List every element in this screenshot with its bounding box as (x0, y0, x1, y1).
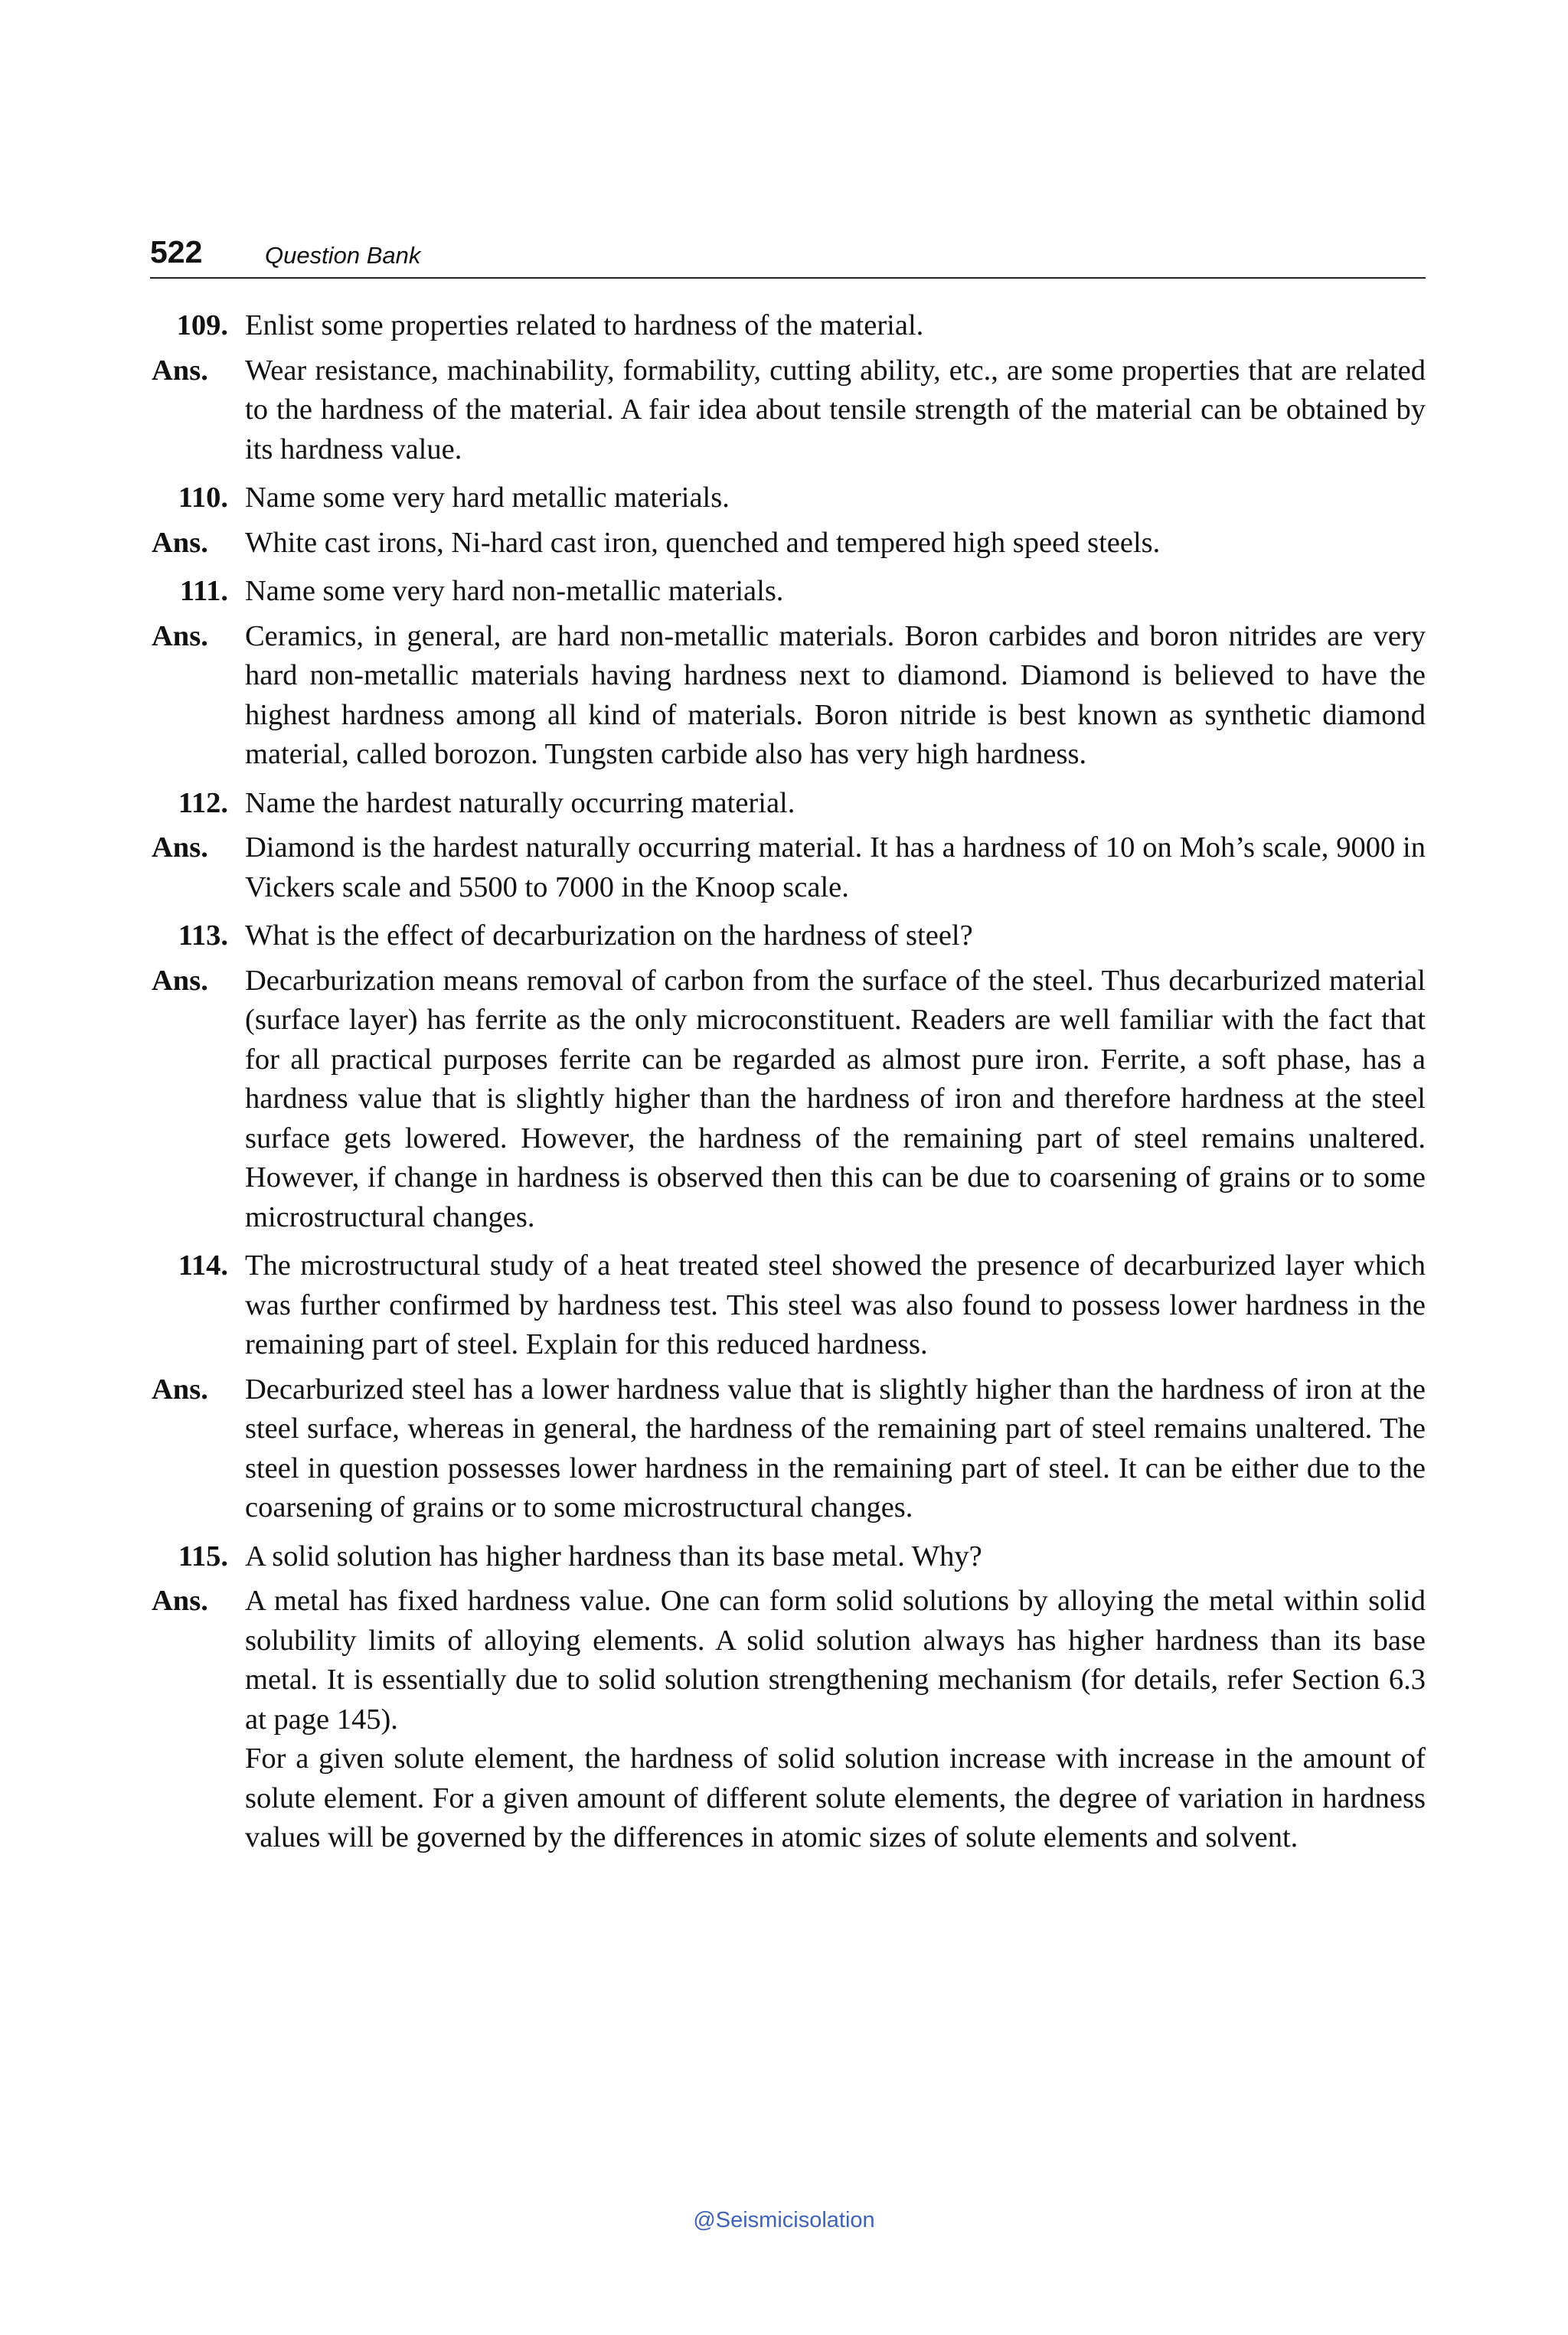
question-text: Name the hardest naturally occurring material. (245, 786, 795, 819)
question-text: Name some very hard metallic materials. (245, 482, 730, 514)
answer-text (245, 617, 1426, 775)
question-number: 115. (178, 1540, 228, 1572)
question-text: What is the effect of decarburization on the hardness of steel? (245, 919, 973, 952)
watermark-text: @Seismicisolation (693, 2208, 875, 2232)
page-number: 522 (150, 234, 203, 269)
answer-item (150, 617, 1426, 775)
question-number: 110. (178, 482, 228, 514)
question-text: A solid solution has higher hardness than its base metal. Why? (245, 1540, 982, 1572)
question-item (150, 1537, 1426, 1577)
question-number: 113. (178, 919, 228, 952)
question-text: Enlist some properties related to hardness of the material. (245, 309, 924, 341)
answer-paragraph: Ceramics, in general, are hard non-metallic materials. Boron carbides and boron nitrides are very hard non-metallic materials having hardness next to diamond. Diamond is believed to have the highest hardness among all kind of materials. Boron nitride is best known as synthetic diamond material, called borozon. Tungsten carbide also has very high hardness. (245, 619, 1426, 770)
answer-label: Ans. (152, 831, 208, 864)
answer-label: Ans. (152, 619, 208, 652)
question-item (150, 478, 1426, 518)
answer-paragraph: Wear resistance, machinability, formability, cutting ability, etc., are some properties that are related to the hardness of the material. A fair idea about tensile strength of the material can be obtained by its hardness value. (245, 354, 1426, 465)
answer-paragraph: Decarburized steel has a lower hardness value that is slightly higher than the hardness of iron at the steel surface, whereas in general, the hardness of the remaining part of steel remains unaltered. The steel in question possesses lower hardness in the remaining part of steel. It can be either due to the coarsening of grains or to some microstructural changes. (245, 1373, 1426, 1523)
question-number: 109. (176, 309, 228, 341)
answer-item (150, 524, 1426, 563)
question-item (150, 572, 1426, 612)
answer-item (150, 351, 1426, 470)
answer-item (150, 828, 1426, 907)
question-item (150, 306, 1426, 346)
answer-paragraph: Decarburization means removal of carbon from the surface of the steel. Thus decarburized material (surface layer) has ferrite as the only microconstituent. Readers are well familiar with the fact that for all practical purposes ferrite can be regarded as almost pure iron. Ferrite, a soft phase, has a hardness value that is slightly higher than the hardness of iron and therefore hardness at the steel surface gets lowered. However, the hardness of the remaining part of steel remains unaltered. However, if change in hardness is observed then this can be due to coarsening of grains or to some microstructural changes. (245, 964, 1426, 1233)
question-number: 112. (178, 786, 228, 819)
question-text: The microstructural study of a heat treated steel showed the presence of decarburized layer which was further confirmed by hardness test. This steel was also found to possess lower hardness in the remaining part of steel. Explain for this reduced hardness. (245, 1249, 1426, 1360)
answer-label: Ans. (152, 964, 208, 997)
answer-paragraph: For a given solute element, the hardness of solid solution increase with increase in the amount of solute element. For a given amount of different solute elements, the degree of variation in hardness values will be governed by the differences in atomic sizes of solute elements and solvent. (245, 1742, 1426, 1853)
answer-paragraph: A metal has fixed hardness value. One can form solid solutions by alloying the metal within solid solubility limits of alloying elements. A solid solution always has higher hardness than its base metal. It is essentially due to solid solution strengthening mechanism (for details, refer Section 6.3 at page 145). (245, 1585, 1426, 1736)
answer-text (245, 962, 1426, 1238)
question-text: Name some very hard non-metallic materials. (245, 575, 784, 607)
question-number: 114. (178, 1249, 228, 1282)
answer-label: Ans. (152, 526, 208, 559)
answer-paragraph: White cast irons, Ni-hard cast iron, quenched and tempered high speed steels. (245, 526, 1161, 559)
answer-text (245, 351, 1426, 470)
question-answer-list (150, 306, 1426, 1858)
question-item (150, 784, 1426, 824)
answer-text (245, 524, 1426, 563)
answer-item (150, 962, 1426, 1238)
page-header (150, 233, 1426, 279)
answer-text (245, 1370, 1426, 1528)
answer-item (150, 1582, 1426, 1858)
answer-label: Ans. (152, 354, 208, 387)
answer-paragraph: Diamond is the hardest naturally occurring material. It has a hardness of 10 on Moh’s scale, 9000 in Vickers scale and 5500 to 7000 in the Knoop scale. (245, 831, 1426, 903)
question-item (150, 916, 1426, 956)
question-item (150, 1246, 1426, 1365)
answer-label: Ans. (152, 1585, 208, 1617)
question-number: 111. (179, 575, 228, 607)
answer-item (150, 1370, 1426, 1528)
running-title: Question Bank (265, 242, 421, 269)
answer-text (245, 1582, 1426, 1858)
answer-label: Ans. (152, 1373, 208, 1406)
answer-text (245, 828, 1426, 907)
